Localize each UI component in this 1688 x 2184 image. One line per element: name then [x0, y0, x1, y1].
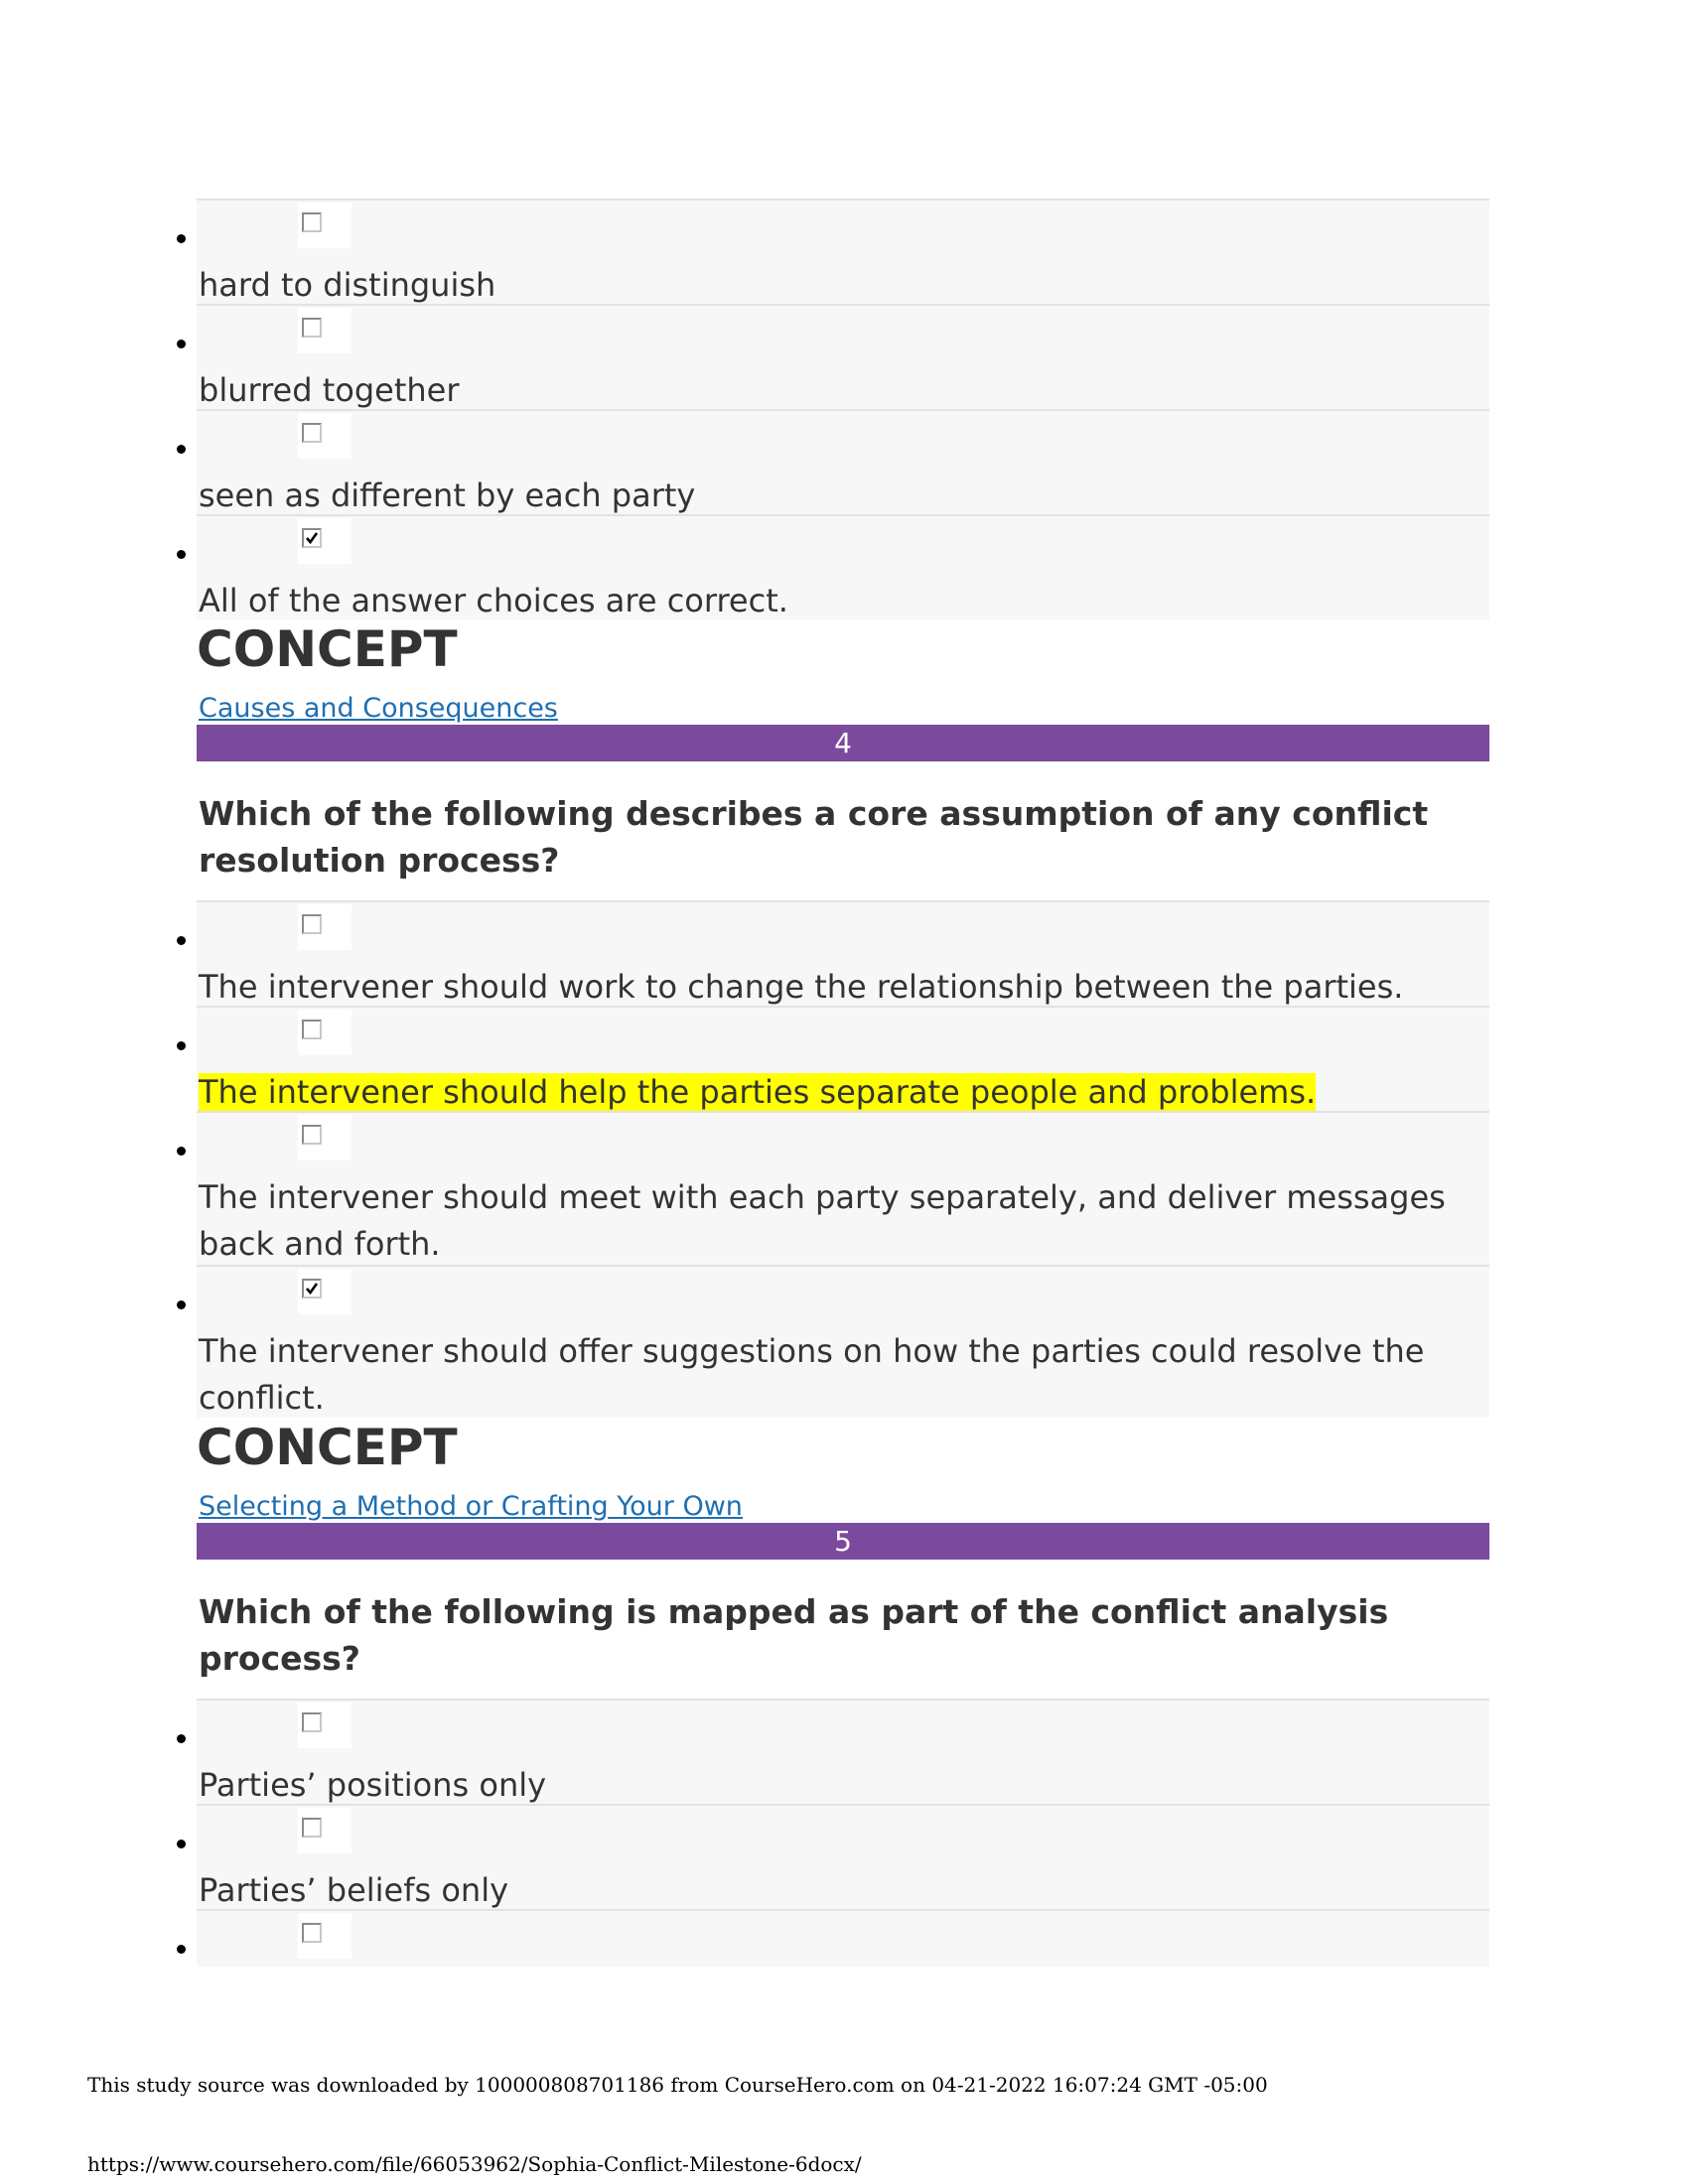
concept-heading: CONCEPT [197, 1419, 458, 1476]
answer-checkbox[interactable] [302, 1818, 322, 1838]
answer-option[interactable] [197, 1909, 1489, 1967]
answer-text [199, 1069, 1481, 1116]
answer-text: hard to distinguish [199, 266, 496, 304]
concept-link[interactable]: Causes and Consequences [199, 693, 558, 724]
answer-text: blurred together [199, 371, 460, 409]
bullet [177, 1041, 186, 1050]
answer-text: seen as different by each party [199, 477, 696, 514]
checkmark-icon [305, 1282, 319, 1296]
answer-checkbox[interactable] [302, 914, 322, 934]
bullet [177, 550, 186, 559]
question-text: Which of the following describes a core assumption of any conflict resolution process? [199, 794, 1429, 880]
bullet [177, 340, 186, 348]
answer-text: The intervener should offer suggestions on how the parties could resolve the conflict. [199, 1332, 1425, 1417]
answer-checkbox[interactable] [302, 423, 322, 443]
answer-text: Parties’ beliefs only [199, 1871, 509, 1909]
bullet [177, 936, 186, 945]
question-text: Which of the following is mapped as part of the conflict analysis process? [199, 1592, 1389, 1678]
answer-option[interactable] [197, 1265, 1489, 1418]
bullet [177, 1734, 186, 1743]
source-url[interactable]: https://www.coursehero.com/file/66053962/Sophia-Conflict-Milestone-6docx/ [87, 2152, 862, 2176]
answer-checkbox[interactable] [302, 212, 322, 232]
bullet [177, 445, 186, 454]
answer-option[interactable] [197, 514, 1489, 619]
answer-text: Parties’ positions only [199, 1766, 547, 1804]
answer-text: The intervener should meet with each party separately, and deliver messages back and forth. [199, 1178, 1446, 1263]
answer-checkbox-checked[interactable] [302, 1279, 322, 1298]
bullet [177, 1300, 186, 1309]
highlighted-answer-text: The intervener should help the parties separate people and problems. [199, 1073, 1317, 1111]
answer-text: All of the answer choices are correct. [199, 582, 788, 619]
answer-option[interactable] [197, 409, 1489, 514]
answer-option[interactable] [197, 199, 1489, 304]
download-notice: This study source was downloaded by 100000808701186 from CourseHero.com on 04-21-2022 16:07:24 GMT -05:00 [87, 2073, 1268, 2097]
answer-option[interactable] [197, 1804, 1489, 1909]
concept-link[interactable]: Selecting a Method or Crafting Your Own [199, 1491, 743, 1522]
answer-checkbox[interactable] [302, 1020, 322, 1039]
question-number-bar: 5 [197, 1523, 1489, 1560]
answer-checkbox[interactable] [302, 1125, 322, 1145]
answer-option[interactable] [197, 1699, 1489, 1804]
bullet [177, 1840, 186, 1848]
bullet [177, 1147, 186, 1156]
answer-checkbox[interactable] [302, 1923, 322, 1943]
bullet [177, 234, 186, 243]
answer-text: The intervener should work to change the relationship between the parties. [199, 968, 1404, 1006]
answer-checkbox-checked[interactable] [302, 528, 322, 548]
checkmark-icon [305, 531, 319, 545]
answer-checkbox[interactable] [302, 1712, 322, 1732]
answer-option[interactable] [197, 1006, 1489, 1111]
answer-option[interactable] [197, 304, 1489, 409]
answer-option[interactable] [197, 900, 1489, 1006]
concept-heading: CONCEPT [197, 620, 458, 678]
answer-checkbox[interactable] [302, 318, 322, 338]
bullet [177, 1945, 186, 1954]
answer-option[interactable] [197, 1111, 1489, 1265]
question-number-bar: 4 [197, 725, 1489, 761]
